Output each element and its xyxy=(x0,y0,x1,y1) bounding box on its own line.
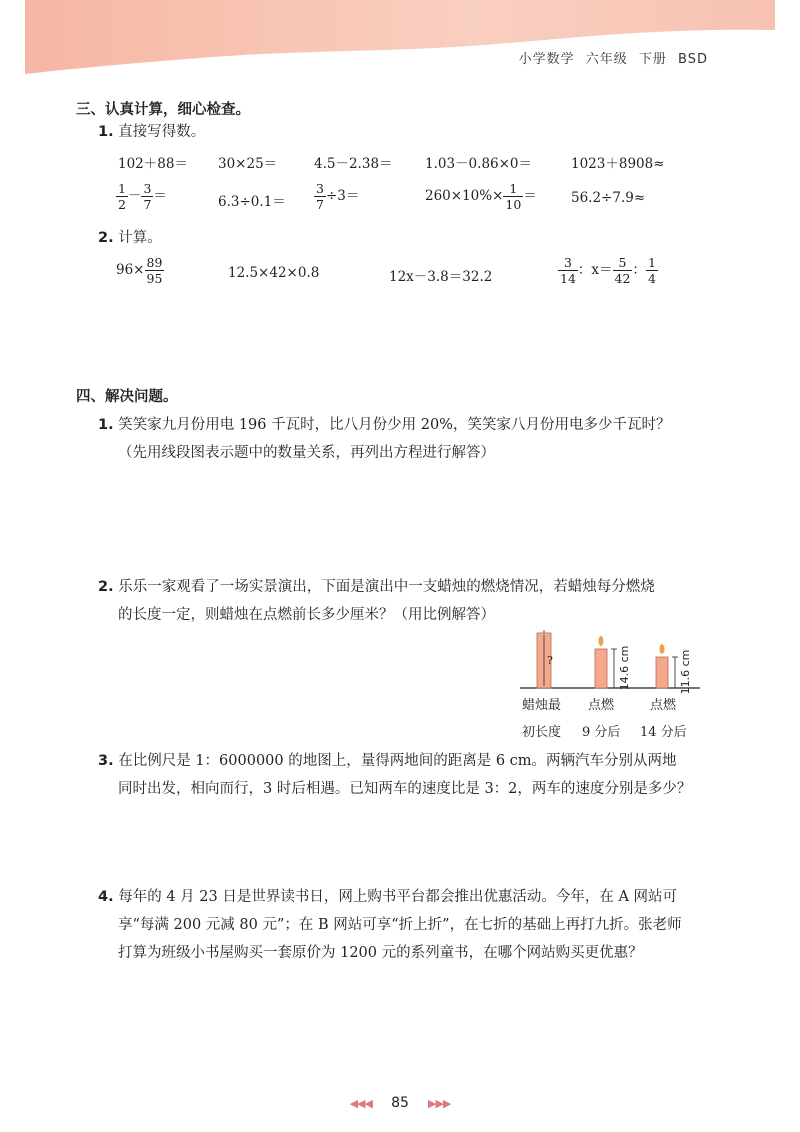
s4-q4 xyxy=(98,883,677,911)
header-edition: BSD xyxy=(678,52,708,67)
length-14min: 11.6 cm xyxy=(679,649,692,695)
calc-2-1: $\frac{1}{2}$ － $\frac{3}{7}$ ＝ xyxy=(118,181,167,212)
s4-q3-number: 3. xyxy=(98,753,114,769)
s4-q3-line1: 在比例尺是 1：6000000 的地图上，量得两地间的距离是 6 cm。两辆汽车分别从两地 xyxy=(118,753,677,769)
calc-3-2: 12.5×42×0.8 xyxy=(228,265,320,281)
s4-q2-line1: 乐乐一家观看了一场实景演出，下面是演出中一支蜡烛的燃烧情况，若蜡烛每分燃烧 xyxy=(118,579,655,595)
calc-1-3: 4.5－2.38＝ xyxy=(314,156,393,172)
header-wave xyxy=(0,0,800,90)
fraction: $\frac{3}{7}$ xyxy=(316,181,324,212)
calc-2-2: 6.3÷0.1＝ xyxy=(218,194,286,210)
s3-q1-text: 直接写得数。 xyxy=(118,124,206,140)
s4-q2 xyxy=(98,573,655,601)
section4-title: 四、解决问题。 xyxy=(76,389,178,405)
candle-14min xyxy=(656,657,668,688)
s4-q2-number: 2. xyxy=(98,579,114,595)
header-title xyxy=(519,48,708,67)
fraction: $\frac{89}{95}$ xyxy=(146,255,163,286)
fraction: $\frac{1}{4}$ xyxy=(647,255,656,286)
fraction: $\frac{1}{2}$ xyxy=(118,181,126,212)
s4-q4-line3: 打算为班级小书屋购买一套原价为 1200 元的系列童书，在哪个网站购买更优惠？ xyxy=(118,945,643,961)
s3-q1-heading xyxy=(98,118,205,146)
s4-q1-number: 1. xyxy=(98,417,114,433)
section3-title: 三、认真计算，细心检查。 xyxy=(76,102,250,118)
calc-1-1: 102＋88＝ xyxy=(118,156,188,172)
s4-q3-line2: 同时出发，相向而行，3 时后相遇。已知两车的速度比是 3：2，两车的速度分别是多少？ xyxy=(118,781,692,797)
calc-1-2: 30×25＝ xyxy=(218,156,278,172)
flame-14min xyxy=(660,644,665,654)
unknown-length: ? xyxy=(547,654,553,667)
s3-q2-heading xyxy=(98,224,162,252)
calc-1-5: 1023＋8908≈ xyxy=(571,156,665,172)
calc-2-5: 56.2÷7.9≈ xyxy=(571,190,646,206)
fraction: $\frac{3}{7}$ xyxy=(143,181,152,212)
s3-q2-text: 计算。 xyxy=(118,230,162,246)
s4-q4-line2: 享“每满 200 元减 80 元”；在 B 网站可享“折上折”，在七折的基础上再打九折。张老师 xyxy=(118,917,682,933)
header-band xyxy=(0,0,800,90)
header-term: 下册 xyxy=(638,52,667,67)
s4-q3 xyxy=(98,747,677,775)
s4-q1-line1: 笑笑家九月份用电 196 千瓦时，比八月份少用 20%，笑笑家八月份用电多少千瓦时？ xyxy=(118,417,671,433)
calc-3-1: 96× $\frac{89}{95}$ xyxy=(116,255,163,286)
caption-3a: 点燃 xyxy=(650,698,677,713)
fraction: $\frac{3}{14}$ xyxy=(560,255,576,286)
s4-q1 xyxy=(98,411,670,439)
calc-3-4: $\frac{3}{14}$ ：x＝ $\frac{5}{42}$ ： $\frac{1}{4}$ xyxy=(560,255,656,286)
length-9min: 14.6 cm xyxy=(618,645,631,691)
s4-q2-line2: 的长度一定，则蜡烛在点燃前长多少厘米？（用比例解答） xyxy=(118,607,495,623)
caption-1a: 蜡烛最 xyxy=(522,698,562,713)
calc-2-4: 260×10%× $\frac{1}{10}$ ＝ xyxy=(425,181,537,212)
calc-3-3: 12x－3.8＝32.2 xyxy=(389,269,493,285)
right-arrows-icon: ▶▶▶ xyxy=(428,1097,451,1110)
caption-2b: 9 分后 xyxy=(582,725,621,740)
calc-1-4: 1.03－0.86×0＝ xyxy=(425,156,533,172)
s3-q1-number: 1. xyxy=(98,124,114,140)
s4-q4-number: 4. xyxy=(98,889,114,905)
caption-1b: 初长度 xyxy=(522,725,562,740)
page-footer xyxy=(0,1092,800,1111)
caption-2a: 点燃 xyxy=(588,698,615,713)
caption-3b: 14 分后 xyxy=(640,725,687,740)
s3-q2-number: 2. xyxy=(98,230,114,246)
s4-q1-line2: （先用线段图表示题中的数量关系，再列出方程进行解答） xyxy=(118,445,495,461)
candle-9min xyxy=(595,649,607,688)
left-arrows-icon: ◀◀◀ xyxy=(349,1097,372,1110)
header-book: 小学数学 xyxy=(518,52,575,67)
calc-2-3: $\frac{3}{7}$ ÷3＝ xyxy=(316,181,360,212)
page-number: 85 xyxy=(391,1095,409,1111)
fraction: $\frac{1}{10}$ xyxy=(505,181,522,212)
header-grade: 六年级 xyxy=(585,52,628,67)
fraction: $\frac{5}{42}$ xyxy=(614,255,631,286)
flame-9min xyxy=(599,636,604,646)
s4-q4-line1: 每年的 4 月 23 日是世界读书日，网上购书平台都会推出优惠活动。今年，在 A 网站可 xyxy=(118,889,678,905)
